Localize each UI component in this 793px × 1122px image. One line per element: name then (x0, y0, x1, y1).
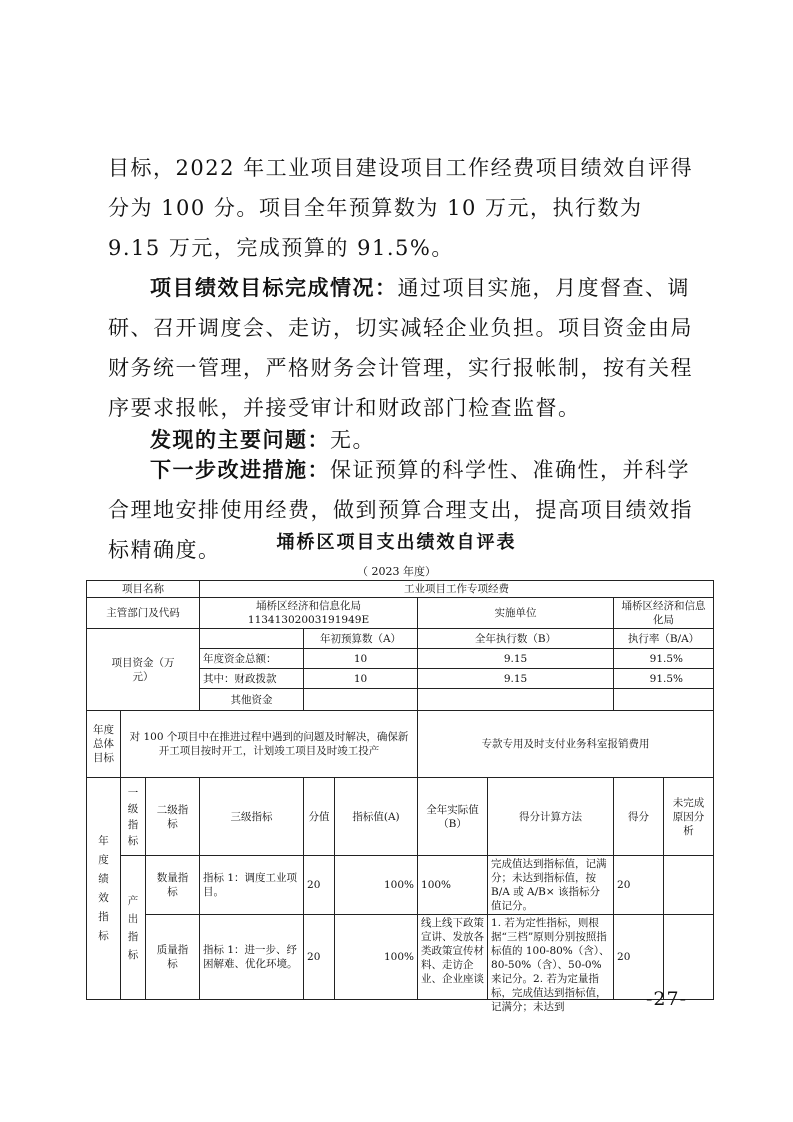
funds-row-exec: 9.15 (418, 669, 614, 689)
header-indicator-value: 指标值(A) (335, 778, 418, 856)
funds-row-label: 年度资金总额： (200, 649, 304, 669)
funds-row-exec: 9.15 (418, 649, 614, 669)
unit-label: 实施单位 (418, 598, 614, 629)
paragraph-1 (108, 148, 698, 268)
funds-row-budget: 10 (304, 669, 418, 689)
table-title: 埇桥区项目支出绩效自评表 (276, 532, 517, 553)
table-row (87, 629, 714, 649)
row-level3: 指标 1：进一步、纾困解难、优化环境。 (200, 915, 304, 1000)
header-method: 得分计算方法 (488, 778, 614, 856)
header-level1 (121, 778, 146, 856)
table-row (87, 581, 714, 598)
annual-goal-left: 对 100 个项目中在推进过程中遇到的问题及时解决，确保新开工项目按时开工，计划竣工项目及时竣工投产 (121, 711, 418, 778)
row-actual-value: 100% (418, 856, 488, 915)
unit-value: 埇桥区经济和信息化局 (614, 598, 714, 629)
row-score: 20 (614, 856, 664, 915)
row-actual-value-text: 线上线下政策宣讲、发放各类政策宣传材料、走访企业、企业座谈 (421, 917, 485, 985)
paragraph-2-lead: 项目绩效目标完成情况： (150, 276, 398, 300)
table-row (87, 598, 714, 629)
row-method-text: 1. 若为定性指标，则根据“三档”原则分别按照指标值的 100-80%（含）、80-50%（含）、50-0%来记分。2. 若为定量指标，完成值达到指标值，记满分；未达到 (491, 917, 610, 1013)
annual-goal-label-text: 年度总体目标 (93, 724, 114, 764)
paragraph-1-text: 目标，2022 年工业项目建设项目工作经费项目绩效自评得分为 100 分。项目全年预算数为 10 万元，执行数为 9.15 万元，完成预算的 91.5%。 (108, 156, 694, 260)
table-year: （ 2023 年度） (357, 565, 436, 578)
row-score: 20 (614, 915, 664, 1000)
paragraph-3-lead: 发现的主要问题： (150, 428, 330, 452)
header-level3: 三级指标 (200, 778, 304, 856)
row-score-value: 20 (304, 856, 335, 915)
paragraph-2-text: 通过项目实施，月度督查、调研、召开调度会、走访，切实减轻企业负担。项目资金由局财务统一管理，严格财务会计管理，实行报帐制，按有关程序要求报帐，并接受审计和财政部门检查监督。 (108, 276, 693, 420)
funds-header-empty (200, 629, 304, 649)
row-indicator-value: 100% (335, 915, 418, 1000)
paragraph-2 (108, 268, 698, 428)
paragraph-3-text: 无。 (330, 428, 375, 452)
row-actual-value (418, 915, 488, 1000)
dept-value: 埇桥区经济和信息化局 11341302003191949E (200, 598, 418, 629)
performance-table (86, 580, 714, 1013)
project-name-label: 项目名称 (87, 581, 200, 598)
header-level2: 二级指标 (146, 778, 200, 856)
header-score: 得分 (614, 778, 664, 856)
funds-row-budget: 10 (304, 649, 418, 669)
funds-row-rate (614, 689, 714, 711)
header-score-value: 分值 (304, 778, 335, 856)
funds-col-exec: 全年执行数（B） (418, 629, 614, 649)
funds-row-label: 其他资金 (200, 689, 304, 711)
paragraph-4-text: 保证预算的科学性、准确性，并科学合理地安排使用经费，做到预算合理支出，提高项目绩效指标精确度。 (108, 458, 693, 562)
row-method: 完成值达到指标值，记满分；未达到指标值，按 B/A 或 A/B× 该指标分值记分。 (488, 856, 614, 915)
output-label-text: 产出指标 (127, 894, 139, 961)
row-reason (664, 856, 714, 915)
funds-row-exec (418, 689, 614, 711)
funds-col-rate: 执行率（B/A） (614, 629, 714, 649)
table-row (87, 856, 714, 915)
output-label (121, 856, 146, 1000)
funds-row-rate: 91.5% (614, 649, 714, 669)
funds-row-rate: 91.5% (614, 669, 714, 689)
perf-label-text: 年度绩效指标 (98, 834, 109, 942)
funds-label-text: 项目资金（万元） (111, 656, 175, 683)
table-row (87, 915, 714, 1000)
row-level2: 数量指标 (146, 856, 200, 915)
table-row (87, 778, 714, 856)
project-name-value: 工业项目工作专项经费 (200, 581, 714, 598)
annual-goal-label (87, 711, 121, 778)
table-row (87, 711, 714, 778)
page-number: -27- (646, 988, 688, 1010)
funds-label (87, 629, 200, 711)
row-indicator-value: 100% (335, 856, 418, 915)
funds-row-budget (304, 689, 418, 711)
annual-goal-right: 专款专用及时支付业务科室报销费用 (418, 711, 714, 778)
paragraph-4-lead: 下一步改进措施： (150, 458, 330, 482)
row-level3: 指标 1：调度工业项目。 (200, 856, 304, 915)
header-level1-text: 一级指标 (127, 786, 139, 847)
dept-label: 主管部门及代码 (87, 598, 200, 629)
row-method (488, 915, 614, 1013)
row-level2: 质量指标 (146, 915, 200, 1000)
perf-label (87, 778, 121, 1000)
header-actual-value: 全年实际值（B） (418, 778, 488, 856)
funds-col-budget: 年初预算数（A） (304, 629, 418, 649)
header-reason: 未完成原因分析 (664, 778, 714, 856)
row-score-value: 20 (304, 915, 335, 1000)
funds-row-label: 其中：财政拨款 (200, 669, 304, 689)
row-reason (664, 915, 714, 1000)
